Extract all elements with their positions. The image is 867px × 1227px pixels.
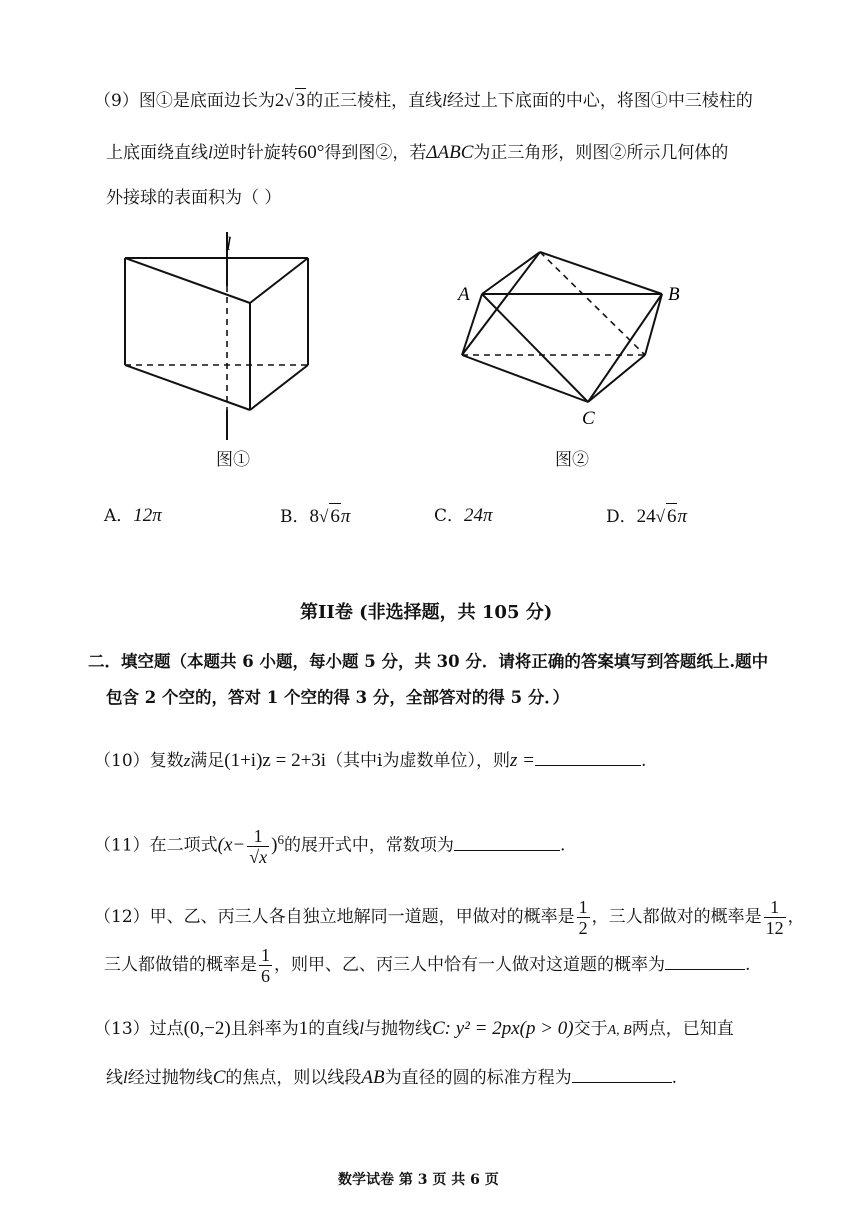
q10-mid: 满足 — [190, 751, 225, 771]
fig2-point-c: C — [582, 408, 595, 429]
q12-answer-blank[interactable] — [665, 951, 745, 970]
q13-mid3: 与抛物线 — [364, 1019, 432, 1039]
option-b-radicand: 6 — [329, 503, 341, 530]
q10-end: . — [640, 751, 647, 771]
q12-line2-pre: 三人都做错的概率是 — [104, 955, 257, 975]
option-d-tail: π — [677, 506, 688, 527]
radical-sign: √ — [319, 507, 329, 526]
q9-triangle: ΔABC — [426, 142, 474, 163]
q13-mid1: 且斜率为 — [230, 1019, 299, 1039]
q12-line2 — [104, 943, 750, 987]
q13-ab: A, B — [607, 1023, 632, 1038]
option-c-value: 24π — [464, 505, 493, 526]
q9-l-var: l — [442, 91, 447, 110]
q12-p3 — [259, 945, 272, 986]
q11-pre: （11）在二项式 — [94, 835, 218, 856]
section-2-title: 第II卷 (非选择题，共 105 分) — [300, 602, 553, 623]
q13-c-var: C — [212, 1067, 226, 1088]
q10-ask: z = — [510, 750, 535, 771]
fig2-point-b: B — [668, 284, 680, 305]
option-c — [434, 503, 493, 529]
radical-sign: √ — [284, 91, 294, 110]
q13-end: . — [671, 1068, 678, 1088]
q12-line1 — [94, 895, 805, 939]
q9-line1-pre: （9）图①是底面边长为 — [94, 91, 275, 111]
q12-p2-den: 12 — [765, 918, 784, 938]
option-a-value: 12π — [133, 505, 162, 526]
option-b — [280, 503, 350, 530]
q13-line2 — [106, 1064, 677, 1090]
q13-line2-pre: 线 — [106, 1068, 123, 1088]
q13-line2-mid: 经过抛物线 — [127, 1068, 213, 1088]
section-2-heading-line2: 包含 2 个空的，答对 1 个空的得 3 分，全部答对的得 5 分．） — [106, 688, 570, 707]
q9-line3 — [106, 186, 281, 210]
q12-mid-end: ， — [787, 907, 805, 927]
section-2-heading-line1: 二．填空题（本题共 6 小题，每小题 5 分，共 30 分．请将正确的答案填写到答题纸上.题中 — [88, 652, 769, 671]
option-d-coef: 24 — [636, 506, 656, 527]
q13-pre: （13）过点 — [94, 1019, 184, 1039]
q12-p3-num: 1 — [261, 945, 270, 965]
q11-num: 1 — [247, 826, 269, 847]
option-d-label: D． — [606, 507, 637, 527]
q10-answer-blank[interactable] — [535, 747, 641, 766]
q13-parabola: C: y² = 2px(p > 0) — [432, 1018, 574, 1039]
figure-1-caption: 图① — [216, 450, 250, 470]
figure-1-prism — [100, 220, 340, 480]
option-a-label: A． — [104, 506, 134, 526]
option-d — [606, 503, 687, 530]
q12-p1-num: 1 — [578, 897, 588, 917]
q11-den: √x — [249, 846, 268, 867]
q9-line2 — [106, 141, 728, 165]
page-footer: 数学试卷 第 3 页 共 6 页 — [338, 1172, 499, 1188]
q13-mid2: 的直线 — [308, 1019, 360, 1039]
q13-slope: 1 — [298, 1018, 309, 1039]
q12-pre: （12）甲、乙、丙三人各自独立地解同一道题，甲做对的概率是 — [94, 907, 575, 927]
q12-p2-num: 1 — [764, 897, 786, 918]
q13-line2-post: 为直径的圆的标准方程为 — [384, 1068, 572, 1088]
q9-coef: 2 — [274, 90, 285, 111]
q11-answer-blank[interactable] — [454, 832, 560, 851]
q13-answer-blank[interactable] — [572, 1064, 672, 1083]
q12-p1-den: 2 — [578, 918, 588, 938]
q11-post: 的展开式中，常数项为 — [283, 835, 454, 856]
option-b-coef: 8 — [309, 506, 319, 527]
q9-line1-post: 经过上下底面的中心，将图①中三棱柱的 — [446, 91, 753, 111]
q10 — [94, 747, 646, 773]
q10-note: （其中i为虚数单位），则 — [326, 751, 510, 771]
option-b-tail: π — [340, 506, 351, 527]
q11 — [94, 818, 565, 868]
q11-end: . — [559, 835, 566, 856]
q13-l-var: l — [359, 1019, 364, 1038]
q11-expr-pre: (x− — [217, 834, 246, 856]
q9-line1-mid: 的正三棱柱，直线 — [306, 91, 443, 111]
option-d-radicand: 6 — [666, 503, 678, 530]
q12-mid: ，三人都做对的概率是 — [591, 907, 762, 927]
q13-post: 两点，已知直 — [631, 1019, 734, 1039]
q12-p1 — [577, 897, 590, 938]
q9-line2-pre: 上底面绕直线 — [106, 143, 208, 163]
option-b-label: B． — [280, 507, 310, 527]
q12-line2-post: ，则甲、乙、丙三人中恰有一人做对这道题的概率为 — [274, 955, 665, 975]
q11-expr-post: ) — [271, 834, 278, 856]
figure-2-solid — [440, 230, 700, 440]
q9-line2-mid: 逆时针旋转 — [212, 143, 298, 163]
q13-line1 — [94, 1017, 734, 1043]
q9-line1 — [94, 88, 753, 113]
q10-equation: (1+i)z = 2+3i — [224, 750, 327, 771]
q9-line3-text: 外接球的表面积为（ ） — [106, 188, 282, 208]
q12-p2 — [764, 897, 786, 938]
q13-point: (0,−2) — [183, 1018, 231, 1039]
q10-var: z — [183, 751, 191, 770]
q12-p3-den: 6 — [261, 966, 270, 986]
q9-l-var-2: l — [208, 143, 213, 162]
fig1-axis-label: l — [226, 234, 232, 255]
q13-l-var-2: l — [123, 1068, 128, 1087]
radical-sign: √ — [655, 507, 665, 526]
q9-line2-post: 为正三角形，则图②所示几何体的 — [473, 143, 729, 163]
figure-2-caption: 图② — [555, 450, 589, 470]
fig2-point-a: A — [458, 284, 470, 305]
q10-pre: （10）复数 — [94, 751, 184, 771]
option-a — [104, 503, 162, 529]
option-c-label: C． — [434, 506, 465, 526]
q9-radicand: 3 — [295, 90, 306, 111]
q9-line2-mid2: 得到图②，若 — [324, 143, 427, 163]
q13-line2-mid2: 的焦点，则以线段 — [225, 1068, 362, 1088]
q12-end: . — [745, 955, 751, 975]
q13-segment: AB — [361, 1067, 385, 1088]
q9-angle: 60° — [297, 142, 325, 163]
q11-exp: 6 — [277, 832, 284, 847]
q13-mid4: 交于 — [573, 1019, 608, 1039]
q11-fraction — [247, 826, 269, 867]
